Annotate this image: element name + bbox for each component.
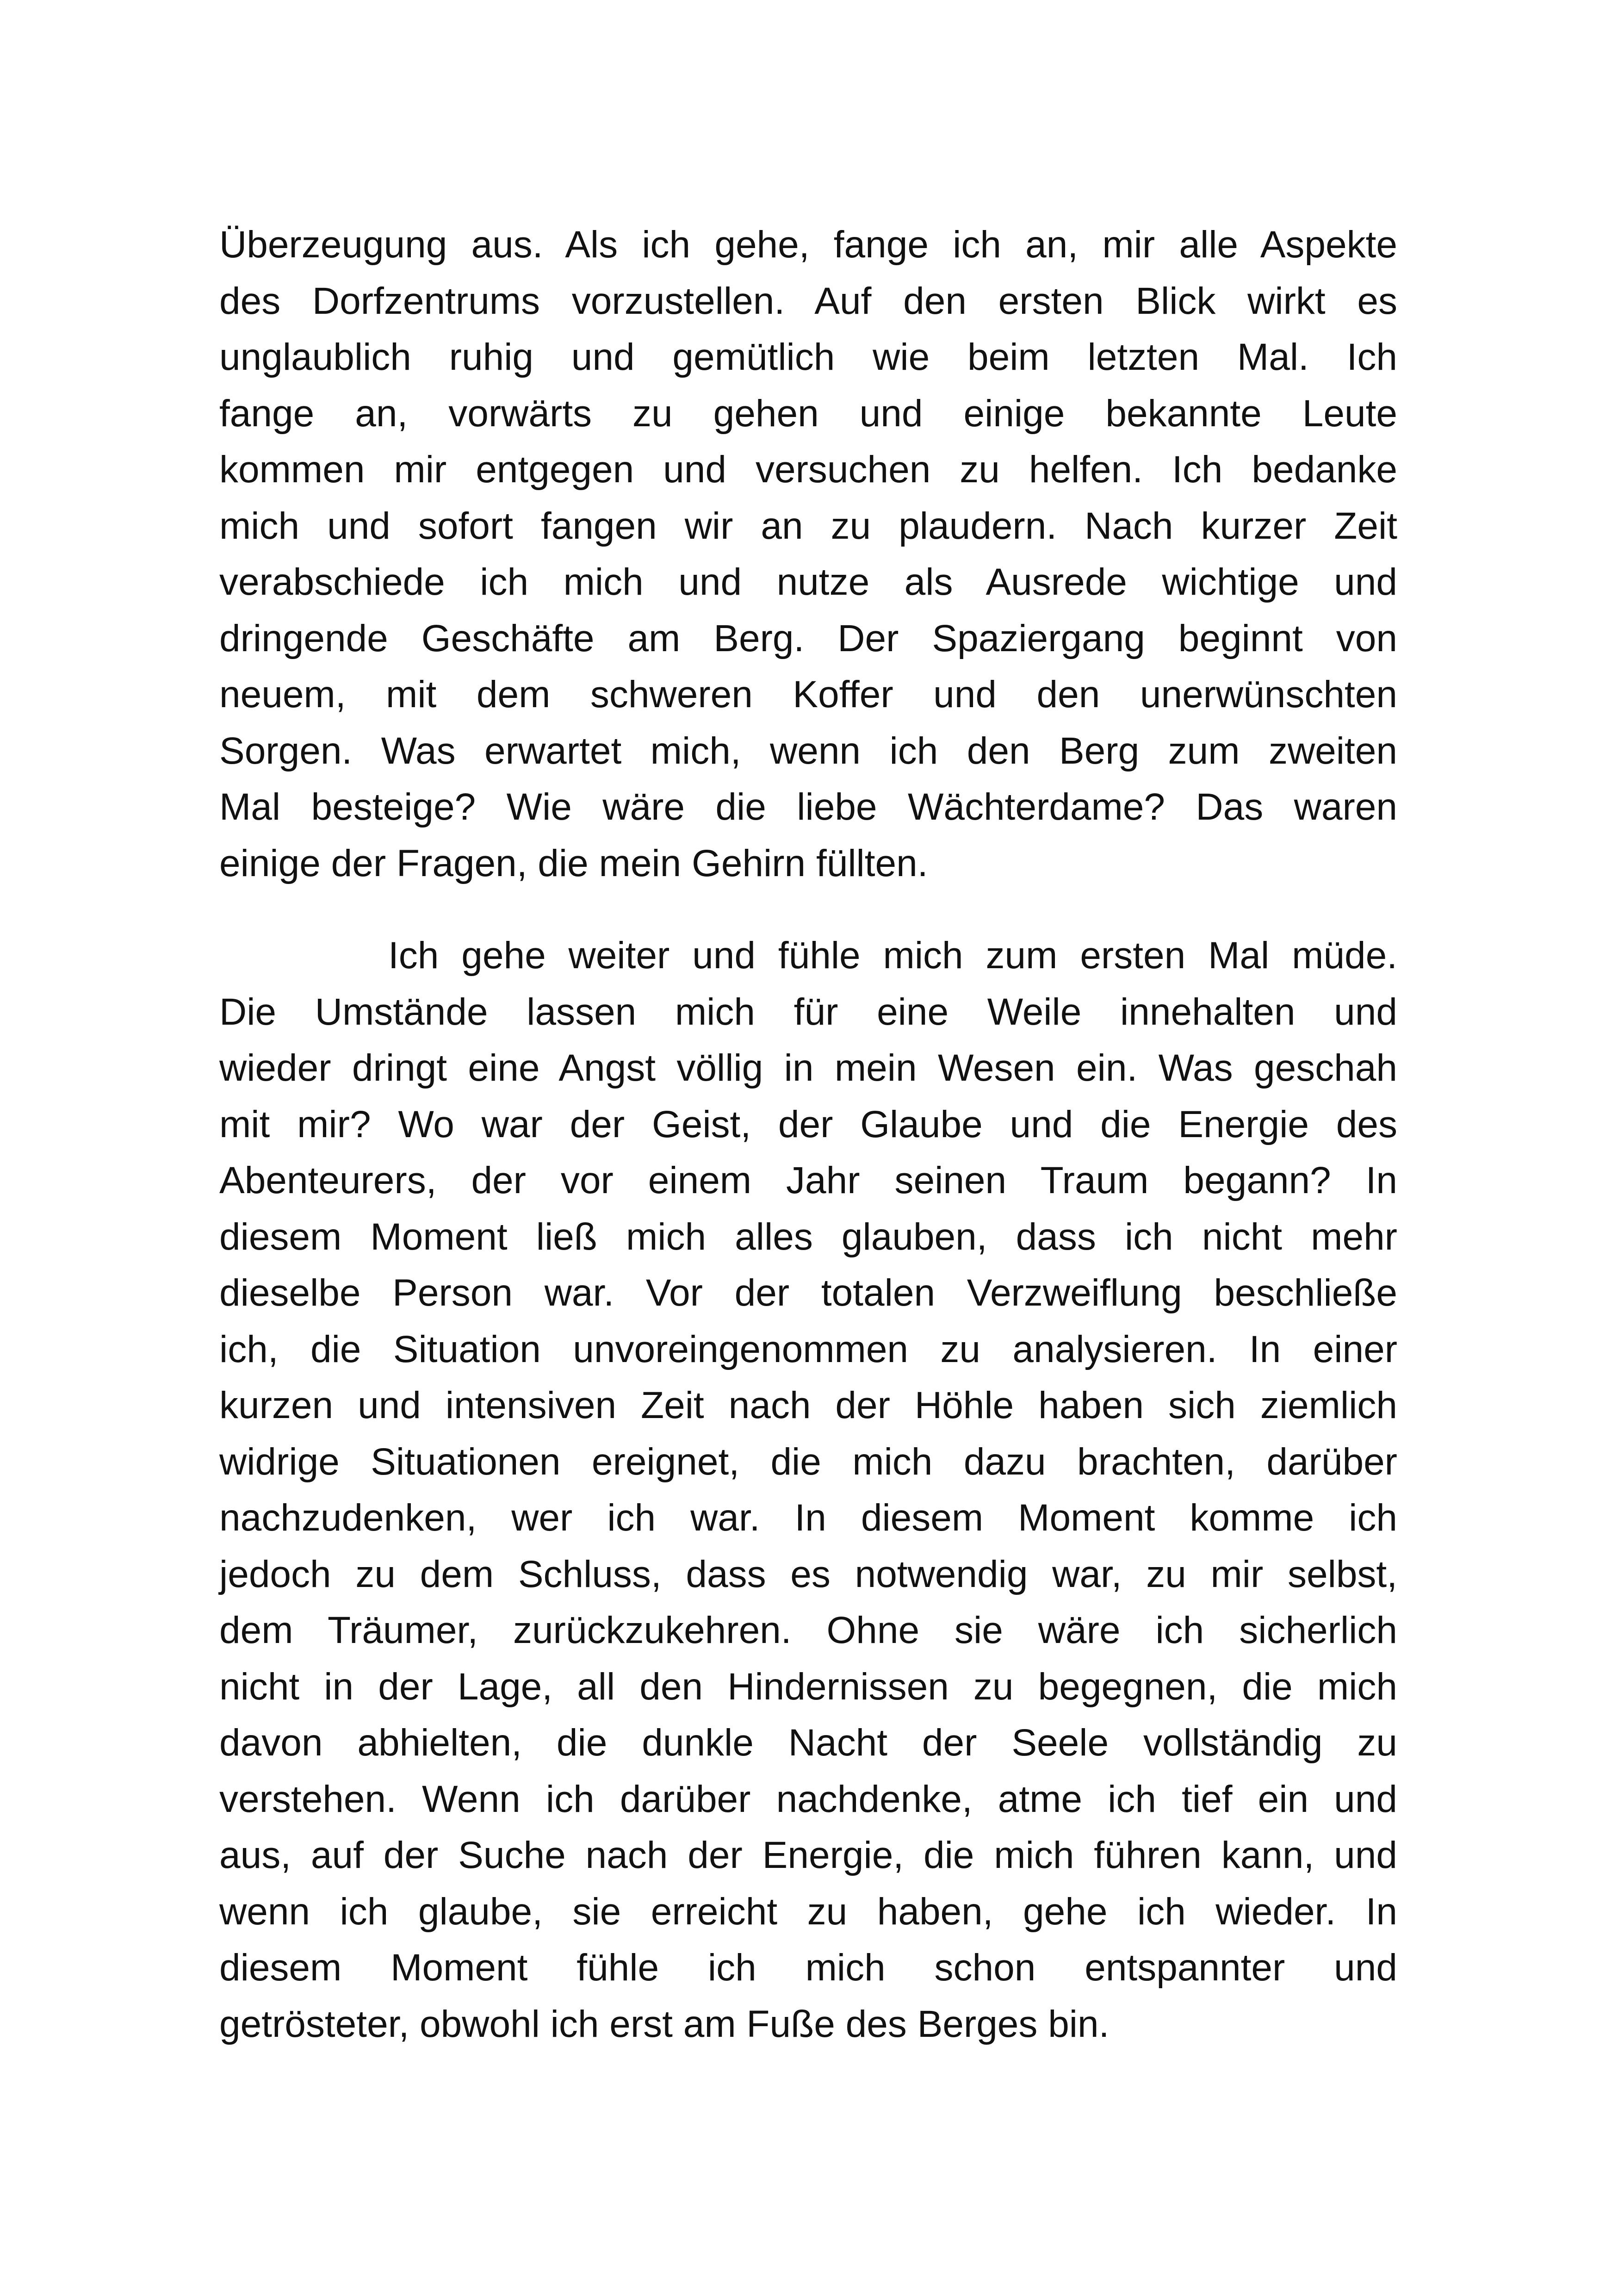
- text-line: jedoch zu dem Schluss, dass es notwendig war, zu mir selbst,: [219, 1553, 1397, 1595]
- text-line: kurzen und intensiven Zeit nach der Höhle haben sich ziemlich: [219, 1384, 1397, 1426]
- text-line: Ich gehe weiter und fühle mich zum ersten Mal müde.: [388, 934, 1397, 977]
- paragraph: [219, 927, 1397, 2052]
- text-line: neuem, mit dem schweren Koffer und den unerwünschten: [219, 673, 1397, 716]
- text-line: davon abhielten, die dunkle Nacht der Seele vollständig zu: [219, 1722, 1397, 1764]
- text-line: getrösteter, obwohl ich erst am Fuße des Berges bin.: [219, 2003, 1110, 2045]
- text-line: Sorgen. Was erwartet mich, wenn ich den Berg zum zweiten: [219, 729, 1397, 772]
- text-line: ich, die Situation unvoreingenommen zu analysieren. In einer: [219, 1328, 1397, 1370]
- text-line: des Dorfzentrums vorzustellen. Auf den ersten Blick wirkt es: [219, 280, 1397, 322]
- text-line: Überzeugung aus. Als ich gehe, fange ich an, mir alle Aspekte: [219, 224, 1397, 266]
- text-line: einige der Fragen, die mein Gehirn füllten.: [219, 842, 928, 884]
- text-line: dringende Geschäfte am Berg. Der Spaziergang beginnt von: [219, 617, 1397, 660]
- text-line: Die Umstände lassen mich für eine Weile innehalten und: [219, 990, 1397, 1033]
- paragraph: [219, 217, 1397, 891]
- text-line: fange an, vorwärts zu gehen und einige bekannte Leute: [219, 392, 1397, 435]
- text-line: unglaublich ruhig und gemütlich wie beim letzten Mal. Ich: [219, 336, 1397, 378]
- text-line: dem Träumer, zurückzukehren. Ohne sie wäre ich sicherlich: [219, 1609, 1397, 1651]
- text-line: widrige Situationen ereignet, die mich dazu brachten, darüber: [219, 1440, 1397, 1483]
- text-line: mit mir? Wo war der Geist, der Glaube und die Energie des: [219, 1103, 1397, 1145]
- text-line: mich und sofort fangen wir an zu plaudern. Nach kurzer Zeit: [219, 504, 1397, 547]
- text-line: nicht in der Lage, all den Hindernissen zu begegnen, die mich: [219, 1665, 1397, 1708]
- text-line: kommen mir entgegen und versuchen zu helfen. Ich bedanke: [219, 448, 1397, 491]
- text-line: diesem Moment fühle ich mich schon entspannter und: [219, 1947, 1397, 1989]
- text-line: nachzudenken, wer ich war. In diesem Moment komme ich: [219, 1497, 1397, 1539]
- text-line: Abenteurers, der vor einem Jahr seinen Traum begann? In: [219, 1159, 1397, 1201]
- text-line: aus, auf der Suche nach der Energie, die mich führen kann, und: [219, 1834, 1397, 1876]
- text-line: diesem Moment ließ mich alles glauben, dass ich nicht mehr: [219, 1215, 1397, 1258]
- text-line: wenn ich glaube, sie erreicht zu haben, gehe ich wieder. In: [219, 1890, 1397, 1933]
- text-line: verabschiede ich mich und nutze als Ausrede wichtige und: [219, 561, 1397, 603]
- text-line: wieder dringt eine Angst völlig in mein Wesen ein. Was geschah: [219, 1047, 1397, 1089]
- text-line: dieselbe Person war. Vor der totalen Verzweiflung beschließe: [219, 1272, 1397, 1314]
- text-line: Mal besteige? Wie wäre die liebe Wächterdame? Das waren: [219, 786, 1397, 828]
- text-line: verstehen. Wenn ich darüber nachdenke, atme ich tief ein und: [219, 1778, 1397, 1820]
